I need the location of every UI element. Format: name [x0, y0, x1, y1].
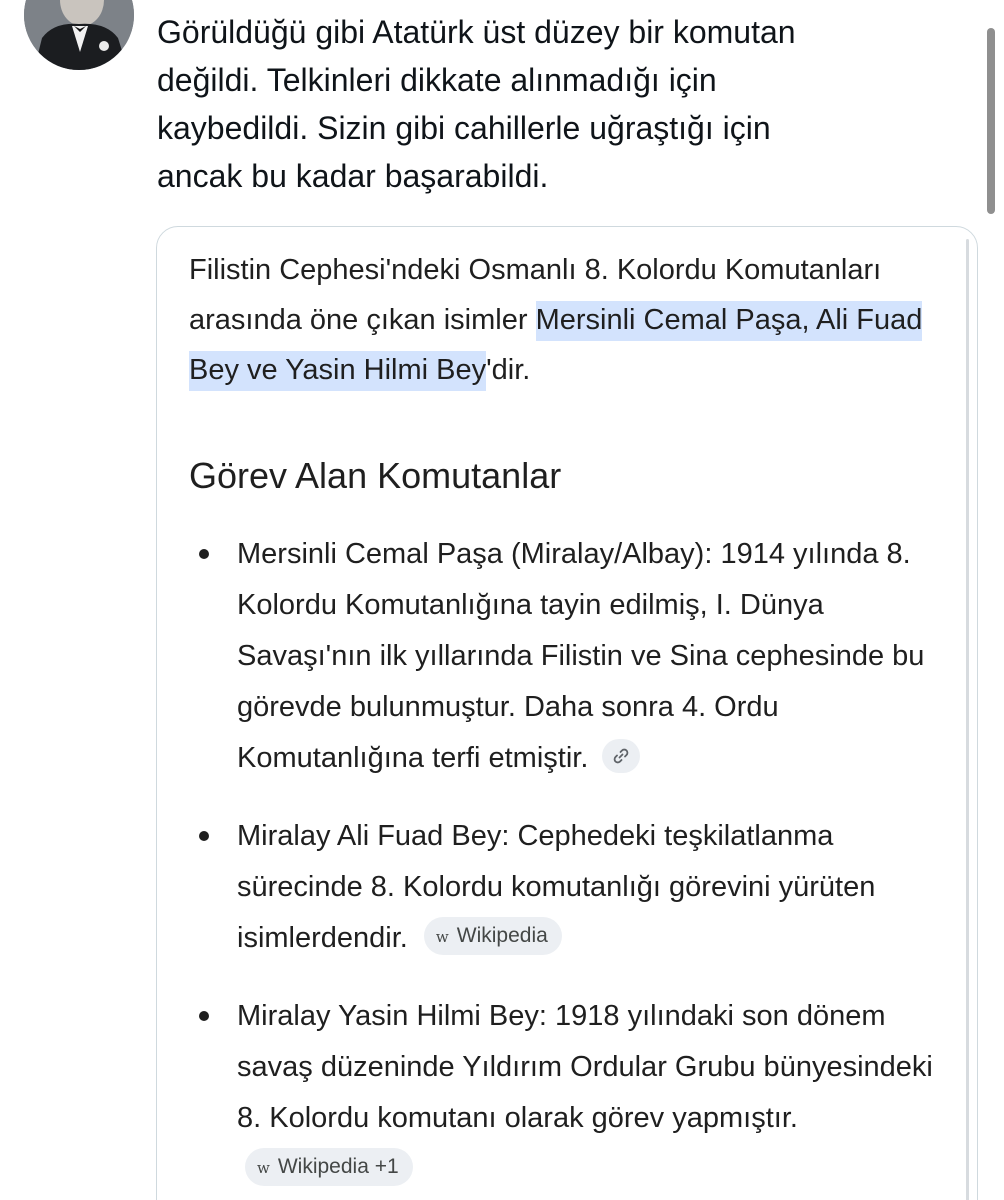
source-chip-label: Wikipedia +1	[277, 1155, 399, 1179]
list-item	[189, 991, 959, 1195]
wikipedia-source-chip[interactable]	[245, 1148, 413, 1186]
list-item-text: Miralay Ali Fuad Bey: Cephedeki teşkilatlanma sürecinde 8. Kolordu komutanlığı görevini yürüten isimlerdendir.	[237, 820, 876, 954]
commander-list	[189, 529, 959, 1200]
intro-text: Filistin Cephesi'ndeki Osmanlı 8. Kolordu Komutanları arasında öne çıkan isimler	[189, 254, 882, 336]
intro-suffix: 'dir.	[486, 354, 531, 386]
bullet-icon	[199, 831, 209, 841]
intro-paragraph	[189, 245, 949, 395]
list-item	[189, 529, 959, 784]
bullet-icon	[199, 549, 209, 559]
avatar-image	[24, 0, 134, 70]
wikipedia-source-chip[interactable]	[424, 917, 562, 955]
list-item-text: Miralay Yasin Hilmi Bey: 1918 yılındaki son dönem savaş düzeninde Yıldırım Ordular Grubu bünyesindeki 8. Kolordu komutanı olarak görev yapmıştır.	[237, 1000, 933, 1134]
list-item	[189, 811, 959, 964]
link-icon	[611, 746, 631, 766]
source-link-button[interactable]	[602, 739, 640, 773]
list-item-text: Mersinli Cemal Paşa (Miralay/Albay): 1914 yılında 8. Kolordu Komutanlığına tayin edilmiş, I. Dünya Savaşı'nın ilk yıllarında Filistin ve Sina cephesinde bu görevde bulunmuştur. Daha sonra 4. Ordu Komutanlığına terfi etmiştir.	[237, 538, 925, 774]
tweet-text: Görüldüğü gibi Atatürk üst düzey bir komutan değildi. Telkinleri dikkate alınmadığı için kaybedildi. Sizin gibi cahillerle uğraştığı için ancak bu kadar başarabildi.	[157, 14, 796, 194]
intro-highlight: Mersinli Cemal Paşa, Ali Fuad Bey ve Yasin Hilmi Bey	[189, 301, 922, 391]
section-title: Görev Alan Komutanlar	[189, 455, 562, 496]
quoted-answer-card[interactable]	[156, 226, 978, 1200]
wikipedia-icon: w	[257, 1159, 270, 1178]
bullet-icon	[199, 1011, 209, 1021]
card-scrollbar[interactable]	[966, 239, 969, 1200]
avatar[interactable]	[24, 0, 134, 70]
source-chip-label: Wikipedia	[456, 924, 548, 948]
page-scrollbar[interactable]	[987, 28, 995, 214]
wikipedia-icon: w	[435, 928, 449, 947]
